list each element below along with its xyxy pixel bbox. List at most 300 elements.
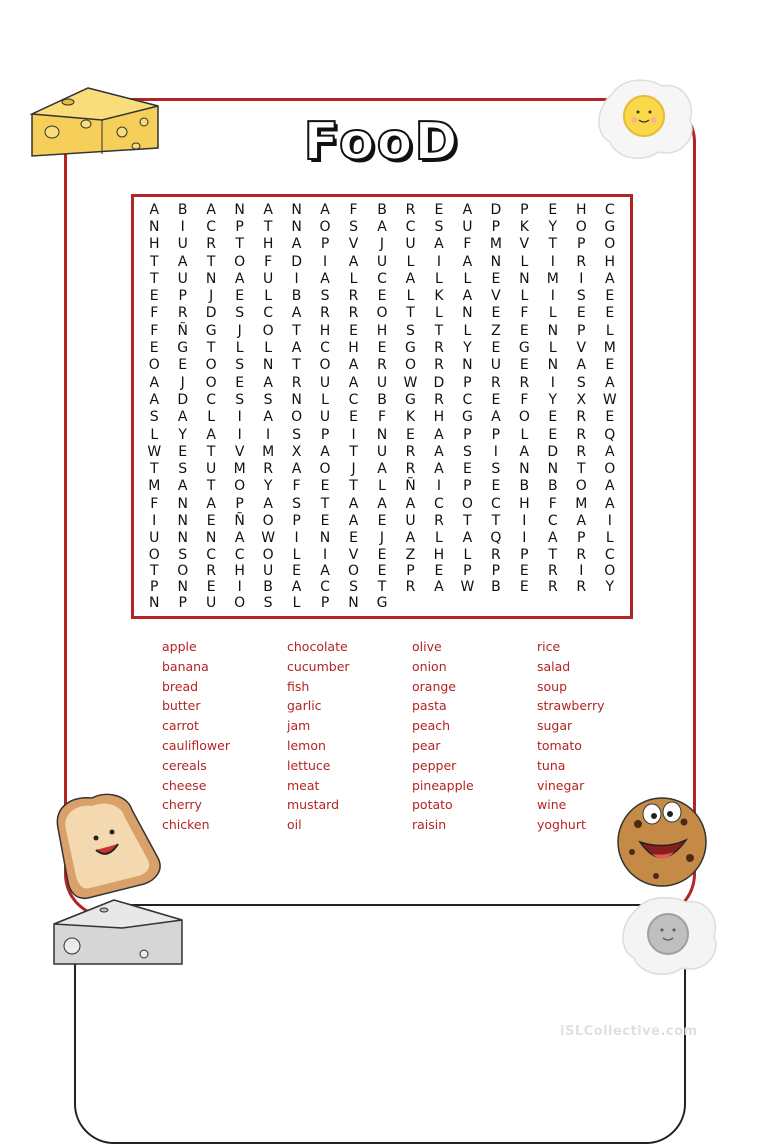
grid-cell: A [434, 443, 444, 460]
grid-cell: A [291, 340, 302, 357]
grid-cell: L [605, 530, 614, 547]
grid-cell: E [235, 288, 245, 305]
grid-cell: L [378, 478, 386, 495]
grid-cell: G [376, 594, 388, 611]
grid-cell: E [519, 322, 529, 339]
grid-cell: A [519, 443, 530, 460]
grid-cell: E [377, 340, 387, 357]
grid-cell: D [177, 391, 189, 408]
grid-cell: E [149, 288, 159, 305]
grid-cell: I [493, 443, 498, 460]
grid-cell: A [263, 409, 273, 426]
grid-cell: U [319, 409, 331, 426]
grid-cell: P [491, 218, 501, 235]
grid-cell: G [405, 340, 416, 357]
grid-cell: B [519, 478, 530, 495]
grid-cell: U [319, 374, 331, 391]
grid-cell: U [177, 236, 188, 253]
grid-cell: C [320, 578, 330, 595]
word-list-item: lemon [287, 737, 326, 753]
grid-cell: L [435, 270, 443, 287]
grid-cell: I [579, 562, 584, 579]
grid-cell: I [522, 530, 527, 547]
grid-cell: A [377, 495, 387, 512]
grid-cell: A [348, 513, 359, 530]
word-list-column [412, 637, 537, 835]
grid-cell: N [177, 530, 188, 547]
grid-cell: D [205, 305, 217, 322]
grid-cell: W [261, 530, 276, 547]
grid-cell: L [150, 426, 159, 443]
grid-cell: F [150, 322, 159, 339]
grid-cell: E [548, 409, 558, 426]
grid-cell: O [518, 409, 530, 426]
grid-cell: F [463, 236, 472, 253]
word-list-item: bread [162, 678, 199, 694]
grid-cell: U [206, 461, 217, 478]
grid-cell: R [576, 426, 587, 443]
grid-cell: P [150, 578, 159, 595]
grid-cell: T [292, 357, 301, 374]
grid-cell: A [405, 270, 416, 287]
grid-cell: N [348, 594, 359, 611]
word-list-item: soup [537, 678, 568, 694]
grid-cell: P [292, 513, 301, 530]
word-list-item: butter [162, 698, 201, 714]
grid-cell: L [207, 409, 216, 426]
grid-cell: E [548, 426, 558, 443]
grid-cell: C [462, 391, 473, 408]
grid-cell: H [519, 495, 530, 512]
grid-cell: U [149, 530, 160, 547]
grid-cell: L [264, 288, 273, 305]
grid-cell: L [520, 426, 529, 443]
grid-cell: L [463, 546, 472, 563]
grid-cell: C [263, 305, 273, 322]
grid-cell: O [234, 478, 246, 495]
grid-cell: E [377, 513, 387, 530]
grid-cell: E [377, 288, 387, 305]
grid-cell: T [149, 562, 159, 579]
grid-cell: O [319, 357, 331, 374]
word-list-item: oil [287, 817, 302, 833]
grid-cell: M [546, 270, 559, 287]
grid-cell: E [519, 578, 529, 595]
grid-cell: Q [490, 530, 502, 547]
grid-cell: P [491, 426, 501, 443]
grid-cell: L [548, 305, 557, 322]
grid-cell: L [605, 322, 614, 339]
grid-cell: I [322, 546, 328, 563]
grid-cell: N [490, 253, 502, 270]
grid-cell: G [405, 391, 416, 408]
grid-cell: E [178, 443, 188, 460]
grid-cell: Y [263, 478, 273, 495]
grid-cell: A [576, 357, 587, 374]
word-list [162, 637, 682, 835]
grid-cell: R [576, 578, 587, 595]
grid-cell: P [491, 562, 501, 579]
grid-cell: E [605, 305, 615, 322]
grid-cell: S [235, 305, 245, 322]
grid-cell: W [403, 374, 418, 391]
grid-cell: P [577, 322, 586, 339]
grid-cell: A [348, 495, 359, 512]
grid-cell: A [348, 374, 359, 391]
grid-cell: A [434, 461, 444, 478]
grid-cell: A [491, 409, 501, 426]
grid-cell: E [377, 562, 387, 579]
grid-cell: M [262, 443, 275, 460]
word-list-item: yoghurt [537, 817, 586, 833]
grid-cell: M [575, 495, 588, 512]
grid-cell: I [550, 253, 555, 270]
grid-cell: N [262, 357, 274, 374]
grid-cell: F [150, 495, 159, 512]
grid-cell: V [348, 236, 359, 253]
grid-cell: N [547, 357, 559, 374]
grid-cell: T [548, 546, 558, 563]
word-list-item: tomato [537, 737, 582, 753]
grid-cell: F [349, 201, 358, 218]
grid-cell: N [462, 357, 473, 374]
grid-cell: P [463, 562, 472, 579]
grid-cell: S [235, 357, 245, 374]
grid-cell: Y [548, 218, 558, 235]
grid-cell: L [463, 270, 472, 287]
grid-cell: O [148, 357, 160, 374]
grid-cell: T [149, 253, 159, 270]
word-list-item: fish [287, 678, 310, 694]
word-list-item: salad [537, 658, 571, 674]
grid-cell: R [263, 461, 273, 478]
word-list-item: rice [537, 639, 561, 654]
grid-cell: N [234, 201, 245, 218]
grid-cell: E [491, 305, 501, 322]
grid-cell: O [319, 218, 331, 235]
grid-cell: A [462, 253, 473, 270]
page-title-text: FooD [303, 112, 460, 172]
toast-icon [48, 788, 172, 900]
grid-cell: D [490, 201, 502, 218]
grid-cell: I [180, 218, 185, 235]
grid-cell: A [462, 530, 473, 547]
grid-cell: E [206, 513, 216, 530]
grid-cell: A [320, 270, 330, 287]
grid-cell: Ñ [177, 322, 188, 339]
grid-cell: D [433, 374, 445, 391]
grid-cell: I [550, 288, 555, 305]
grid-cell: A [377, 461, 387, 478]
grid-cell: N [291, 391, 302, 408]
word-list-item: garlic [287, 698, 322, 714]
word-list-item: carrot [162, 718, 199, 734]
grid-cell: F [264, 253, 273, 270]
grid-cell: N [177, 513, 188, 530]
grid-cell: T [206, 443, 216, 460]
grid-cell: F [377, 409, 387, 426]
grid-cell: U [376, 443, 388, 460]
grid-cell: T [235, 236, 244, 253]
grid-cell: C [547, 513, 558, 530]
grid-cell: N [519, 270, 530, 287]
grid-cell: Ñ [234, 513, 245, 530]
grid-cell: T [320, 495, 330, 512]
grid-cell: T [377, 578, 387, 595]
grid-cell: X [576, 391, 587, 408]
grid-cell: S [576, 374, 586, 391]
grid-cell: E [320, 478, 330, 495]
cheese-icon [28, 84, 162, 160]
grid-cell: U [262, 562, 274, 579]
grid-cell: S [263, 391, 273, 408]
grid-cell: E [491, 270, 501, 287]
grid-cell: A [149, 201, 160, 218]
grid-cell: W [460, 578, 475, 595]
grid-cell: G [177, 340, 189, 357]
grid-cell: E [320, 513, 330, 530]
word-list-item: apple [162, 639, 197, 654]
grid-cell: R [491, 546, 501, 563]
word-list-item: jam [287, 718, 311, 734]
word-list-item: pear [412, 737, 441, 753]
grid-cell: I [152, 513, 157, 530]
grid-cell: Ñ [405, 478, 416, 495]
grid-cell: H [376, 322, 388, 339]
grid-cell: A [320, 201, 330, 218]
grid-cell: T [206, 478, 216, 495]
grid-cell: O [319, 461, 331, 478]
word-search-grid [131, 194, 633, 619]
grid-cell: U [376, 253, 388, 270]
grid-cell: I [579, 270, 584, 287]
grid-cell: U [405, 513, 416, 530]
grid-cell: C [320, 340, 330, 357]
grid-cell: E [491, 478, 501, 495]
grid-cell: L [235, 340, 244, 357]
grid-cell: R [547, 562, 558, 579]
grid-cell: G [518, 340, 530, 357]
grid-cell: O [205, 374, 217, 391]
grid-cell: S [263, 594, 273, 611]
grid-cell: P [463, 374, 472, 391]
grid-cell: N [462, 305, 473, 322]
grid-cell: T [349, 478, 358, 495]
grid-cell: N [547, 322, 559, 339]
grid-cell: B [491, 578, 501, 595]
grid-cell: F [150, 305, 159, 322]
word-list-column [162, 637, 287, 835]
grid-cell: E [235, 374, 245, 391]
grid-cell: E [605, 357, 615, 374]
grid-cell: C [405, 218, 416, 235]
grid-cell: F [520, 391, 529, 408]
grid-cell: O [604, 236, 616, 253]
grid-cell: C [490, 495, 501, 512]
grid-cell: W [147, 443, 162, 460]
grid-cell: A [234, 530, 245, 547]
grey-cheese-icon [50, 896, 186, 968]
grid-cell: O [461, 495, 473, 512]
grid-cell: A [604, 495, 615, 512]
grid-cell: M [148, 478, 161, 495]
grid-cell: O [604, 562, 616, 579]
grid-cell: P [577, 236, 586, 253]
word-list-item: raisin [412, 817, 447, 833]
grid-cell: B [177, 201, 188, 218]
grid-cell: A [206, 201, 216, 218]
grid-cell: P [178, 594, 187, 611]
grid-cell: Z [405, 546, 416, 563]
grid-cell: E [206, 578, 216, 595]
grid-cell: N [148, 594, 160, 611]
grid-cell: E [406, 426, 415, 443]
grid-cell: O [291, 409, 303, 426]
grid-cell: A [149, 391, 160, 408]
grid-cell: A [291, 236, 302, 253]
grid-cell: G [205, 322, 217, 339]
grid-cell: J [237, 322, 242, 339]
grid-cell: E [519, 562, 529, 579]
grid-cell: E [462, 461, 472, 478]
grid-cell: S [320, 288, 330, 305]
grid-cell: L [548, 340, 557, 357]
grid-cell: E [149, 340, 159, 357]
grid-cell: I [237, 409, 242, 426]
grid-cell: P [320, 594, 330, 611]
grid-cell: H [348, 340, 359, 357]
grid-cell: H [234, 562, 245, 579]
grid-cell: L [292, 594, 301, 611]
grid-cell: P [463, 478, 472, 495]
grid-cell: A [234, 270, 245, 287]
grid-cell: N [547, 461, 559, 478]
grid-cell: O [234, 253, 246, 270]
grid-cell: A [177, 253, 188, 270]
grid-cell: A [263, 495, 273, 512]
grid-cell: E [349, 530, 358, 547]
grid-cell: T [577, 461, 586, 478]
grid-cell: X [291, 443, 302, 460]
word-list-item: banana [162, 658, 209, 674]
grid-cell: E [292, 562, 301, 579]
grid-cell: S [462, 443, 472, 460]
word-list-item: sugar [537, 718, 573, 734]
grid-cell: E [434, 562, 444, 579]
word-list-item: strawberry [537, 698, 605, 714]
grid-cell: I [522, 513, 527, 530]
grid-cell: O [177, 562, 189, 579]
grid-cell: N [205, 530, 217, 547]
grid-cell: A [320, 562, 330, 579]
fried-egg-icon [592, 74, 698, 162]
grid-cell: G [604, 218, 616, 235]
grid-cell: E [349, 409, 358, 426]
grid-cell: V [234, 443, 245, 460]
grid-cell: H [262, 236, 274, 253]
grid-cell: A [548, 530, 558, 547]
grid-cell: K [519, 218, 529, 235]
grid-cell: P [463, 426, 472, 443]
grid-cell: U [376, 374, 388, 391]
grid-cell: P [320, 236, 330, 253]
grid-cell: A [291, 305, 302, 322]
grid-cell: A [434, 426, 444, 443]
grid-cell: E [178, 357, 188, 374]
grid-cell: U [206, 594, 217, 611]
word-list-item: lettuce [287, 757, 331, 773]
grid-cell: R [348, 288, 359, 305]
grid-cell: R [405, 201, 416, 218]
grid-cell: T [463, 513, 472, 530]
grid-cell: R [576, 253, 587, 270]
word-list-item: onion [412, 658, 447, 674]
grid-cell: P [235, 218, 244, 235]
grid-cell: R [206, 562, 217, 579]
grid-cell: R [405, 578, 416, 595]
word-list-item: chicken [162, 817, 210, 833]
grid-cell: R [320, 305, 330, 322]
grid-cell: S [434, 218, 444, 235]
grid-cell: R [434, 357, 444, 374]
grid-cell: L [463, 322, 472, 339]
grid-cell: J [180, 374, 185, 391]
grid-cell: R [291, 374, 302, 391]
grid-cell: G [461, 409, 473, 426]
grid-cell: O [604, 461, 616, 478]
grid-cell: I [351, 426, 356, 443]
grid-cell: T [349, 443, 358, 460]
grid-cell: I [436, 478, 441, 495]
grid-cell: H [433, 409, 445, 426]
grid-cell: P [320, 426, 330, 443]
grey-egg-icon [616, 892, 722, 978]
grid-cell: O [262, 513, 274, 530]
grid-cell: L [520, 288, 529, 305]
grid-cell: U [262, 270, 274, 287]
grid-cell: A [405, 530, 416, 547]
word-list-item: peach [412, 718, 451, 734]
grid-cell: B [263, 578, 273, 595]
grid-cell: J [209, 288, 214, 305]
grid-cell: A [405, 495, 416, 512]
grid-cell: U [462, 218, 473, 235]
grid-cell: H [433, 546, 445, 563]
grid-cell: C [348, 391, 359, 408]
word-list-item: chocolate [287, 639, 348, 654]
grid-cell: O [376, 305, 388, 322]
grid-cell: S [149, 409, 159, 426]
grid-cell: B [548, 478, 558, 495]
grid-cell: T [149, 270, 159, 287]
word-list-item: cherry [162, 797, 202, 813]
grid-cell: R [576, 409, 587, 426]
grid-cell: A [263, 374, 273, 391]
grid-cell: A [348, 253, 359, 270]
grid-cell: L [264, 340, 273, 357]
grid-cell: C [434, 495, 444, 512]
grid-cell: S [491, 461, 501, 478]
grid-cell: C [604, 201, 615, 218]
grid-cell: O [148, 546, 160, 563]
grid-cell: E [519, 357, 529, 374]
grid-cell: P [178, 288, 187, 305]
cookie-icon [612, 792, 712, 888]
grid-cell: A [206, 426, 216, 443]
grid-cell: I [322, 253, 328, 270]
grid-cell: P [520, 546, 529, 563]
grid-cell: R [547, 578, 558, 595]
